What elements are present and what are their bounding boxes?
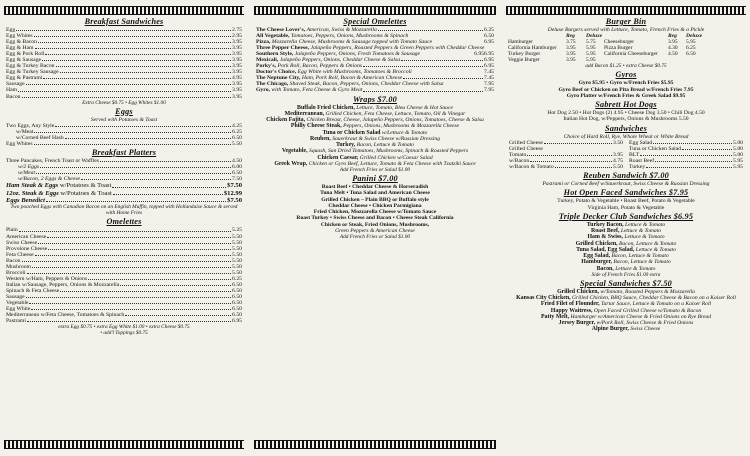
menu-item: Fried Filet of Flounder, Tartar Sauce, Lettuce & Tomato on a Kaiser Roll xyxy=(540,301,712,308)
menu-item: Mexicali, Jalapeño Peppers, Onions, Cheddar Cheese & Salsa 6.95 xyxy=(256,57,494,64)
menu-item: Italian w/Sausage, Peppers, Onions & Mozzarella 6.50 xyxy=(6,281,242,288)
breakfast-platters-header: Breakfast Platters xyxy=(91,148,157,158)
menu-item: Tuna Salad, Egg Salad, Lettuce & Tomato xyxy=(576,246,676,253)
menu-item: All Vegetable, Tomatoes, Peppers, Onions, Mushrooms & Spinach 6.50 xyxy=(256,33,494,40)
menu-item: w/Bacon 4.75 xyxy=(509,157,623,164)
menu-item: Turkey Bacon, Lettuce & Tomato xyxy=(586,221,666,228)
panini-line: Roast Beef • Cheddar Cheese & Horseradish xyxy=(321,184,429,191)
menu-item: Egg Salad, Bacon, Lettuce & Tomato xyxy=(583,253,669,260)
burger-bin-subtitle: Deluxe Burgers served with Lettuce, Tomato, French Fries & a Pickle xyxy=(547,27,705,33)
gyros-line: Gyro Beef or Chicken on Pita Bread w/French Fries 7.95 xyxy=(558,86,694,93)
hot-dogs-line: Hot Dog 2.50 • Hot Dogs (2) 4.95 • Cheese Dog 3.50 • Chili Dog 4.50 xyxy=(547,110,705,117)
burger-bin-header: Burger Bin xyxy=(605,17,647,26)
panini-line: Fried Chicken, Mozzarella Cheese w/Tomato Sauce xyxy=(313,209,437,216)
menu-item: Gyro, with Tomato, Feta Cheese & Gyro Meat 7.95 xyxy=(256,87,494,94)
menu-item: Feta Cheese 5.50 xyxy=(6,251,242,258)
eggs-header: Eggs xyxy=(115,106,133,116)
menu-column-2 xyxy=(250,0,500,456)
greek-key-border xyxy=(254,440,496,449)
menu-item: Vegetable 6.50 xyxy=(6,300,242,307)
omelettes-note: extra Egg $0.75 • extra Egg White $1.00 • extra Cheese $0.75 xyxy=(58,324,190,331)
menu-item: Egg White 6.50 xyxy=(6,306,242,313)
menu-item: Grilled Cheese xyxy=(509,145,543,152)
sandwiches-list xyxy=(502,140,750,170)
menu-item: Egg & Ham 3.95 xyxy=(6,45,242,52)
wraps-note: Add French Fries or Salad $1.00 xyxy=(339,167,411,174)
special-item: Ham Steak & Eggs w/Potatoes & Toast $7.50 xyxy=(6,182,242,190)
panini-line: Green Peppers & American Cheese xyxy=(335,227,415,234)
menu-item: Broccoli 5.50 xyxy=(6,269,242,276)
menu-item: Jersey Burger, w/Pork Roll, Swiss Cheese & Fried Onions xyxy=(558,320,694,327)
menu-item: Pizza, Mozzarella Cheese, Mushrooms & Sausage topped with Tomato Sauce 6.95 xyxy=(256,39,494,46)
menu-item: Three Pancakes, French Toast or Waffles 4.50 xyxy=(6,158,242,165)
menu-item: Egg & Pork Roll 3.95 xyxy=(6,51,242,58)
special-sandwiches-header: Special Sandwiches $7.50 xyxy=(580,278,672,288)
menu-item: Plain 5.25 xyxy=(6,227,242,234)
menu-item: Mediterranean w/Feta Cheese, Tomatoes & Spinach 6.50 xyxy=(6,312,242,319)
menu-column-1 xyxy=(0,0,248,456)
triple-decker-header: Triple Decker Club Sandwiches $6.95 xyxy=(558,211,694,221)
menu-item: Egg 2.75 xyxy=(6,27,242,33)
menu-item: The Neptune City, Ham, Pork Roll, Bacon & American Cheese 7.45 xyxy=(256,75,494,82)
menu-item: Sausage 6.50 xyxy=(6,293,242,300)
menu-item: Doctor's Choice, Egg White with Mushrooms, Tomatoes & Broccoli 7.45 xyxy=(256,69,494,76)
special-omelettes-header: Special Omelettes xyxy=(343,17,407,26)
menu-item: The Cheese Lover's, American, Swiss & Mozzarella 6.25 xyxy=(256,27,494,33)
menu-item: Grilled Chicken, Bacon, Lettuce & Tomato xyxy=(575,240,677,247)
gyros-header: Gyros xyxy=(615,70,637,80)
menu-item: Bacon 3.95 xyxy=(6,93,242,100)
menu-item: Western w/Ham, Peppers & Onions 6.25 xyxy=(6,275,242,282)
panini-line: Chicken or Steak, Fried Onions, Mushrooms, xyxy=(320,221,430,228)
hot-open-faced-header: Hot Open Faced Sandwiches $7.95 xyxy=(563,188,689,198)
breakfast-sandwiches-header: Breakfast Sandwiches xyxy=(84,17,164,26)
menu-item: Buffalo Fried Chicken, Lettuce, Tomato, Bleu Cheese & Hot Sauce xyxy=(297,104,453,111)
menu-item: w/Meat 6.25 xyxy=(16,128,242,135)
eggs-subtitle: Served with Potatoes & Toast xyxy=(90,116,158,123)
menu-item: Mushroom 5.50 xyxy=(6,263,242,270)
hot-dogs-line: Italian Hot Dog, w/Peppers, Onions & Mushrooms 5.50 xyxy=(563,116,689,123)
menu-item: w/Bacon, 2 Eggs & Cheese 7.50 xyxy=(18,176,242,183)
menu-item: Ham & Swiss, Lettuce & Tomato xyxy=(587,234,665,241)
greek-key-border xyxy=(254,6,496,15)
menu-item: Southern Style, Jalapeño Peppers, Onions, Fresh Tomatoes & Sausage 6.95 xyxy=(256,51,485,58)
burger-table: Reg Deluxe Reg Deluxe Hamburger 3.75 5.75 Cheeseburger 3.95 5.95 California Hamburger 3.95 5.95 Pizza Burger 4.30 6.25 Turkey Burger 3.95 5.95 California Cheeseburger 4.50 6.50 Veggie Burger 3.95 5.95 xyxy=(508,33,703,64)
menu-item: Reuben, Sauerkraut & Swiss Cheese w/Russian Dressing xyxy=(310,135,440,142)
menu-item: Egg Whites 2.95 xyxy=(6,33,242,40)
menu-item: Chicken Caesar, Grilled Chicken w/Caesar Salad xyxy=(317,154,433,161)
menu-item: Porky's, Pork Roll, Bacon, Peppers & Onions 6.95 xyxy=(256,63,494,70)
menu-item: Roast Beef, Lettuce & Tomato xyxy=(590,228,662,235)
menu-item: Greek Wrap, Chicken or Gyro Beef, Lettuce, Tomato & Feta Cheese with Tzatziki Sauce xyxy=(274,160,476,167)
reuben-description: Pastrami or Corned Beef w/Sauerkraut, Swiss Cheese & Russian Dressing xyxy=(542,181,710,188)
menu-item: Egg Whites 5.50 xyxy=(6,141,242,147)
menu-item: Two Eggs, Any Style 4.25 xyxy=(6,122,242,129)
menu-item: Kansas City Chicken, Grilled Chicken, BBQ Sauce, Cheddar Cheese & Bacon on a Kaiser Roll xyxy=(516,295,736,302)
sandwiches-subtitle: Choice of Hard Roll, Rye, Whole Wheat or White Bread xyxy=(563,133,689,140)
menu-item: Turkey 5.95 xyxy=(629,164,743,171)
burger-bin-note: add Bacon $1.25 • extra Cheese $0.75 xyxy=(585,63,667,70)
menu-item: Swiss Cheese 5.50 xyxy=(6,239,242,246)
menu-item: Happy Waitress, Open Faced Grilled Cheese w/Tomato & Bacon xyxy=(550,307,702,314)
special-item: Eggs Benedict $7.50 xyxy=(6,197,242,205)
panini-line: Tuna Melt • Tuna Salad and American Cheese xyxy=(320,190,430,197)
menu-item: Ham 3.95 xyxy=(6,87,242,94)
breakfast-sandwiches-note: Extra Cheese $0.75 • Egg Whites $1.00 xyxy=(82,99,166,106)
breakfast-sandwiches-list xyxy=(0,27,248,100)
greek-key-border xyxy=(4,440,244,449)
menu-item: Alpine Burger, Swiss Cheese xyxy=(591,326,661,333)
menu-item: Tuna or Chicken Salad 5.00 xyxy=(629,145,743,152)
menu-item: Grilled Cheese 3.50 xyxy=(509,139,623,146)
menu-item: Mediterranean, Grilled Chicken, Feta Cheese, Lettuce, Tomato, Oil & Vinegar xyxy=(284,110,466,117)
menu-item: Tomato 3.95 xyxy=(509,151,623,158)
menu-item: Egg & Turkey Bacon 3.95 xyxy=(6,63,242,70)
menu-item: Egg & Pastrami 4.95 xyxy=(6,75,242,82)
menu-item: Tuna or Chicken Salad w/Lettuce & Tomato xyxy=(322,129,428,136)
menu-item: Egg & Sausage 3.95 xyxy=(6,57,242,64)
menu-item: Bacon, Lettuce & Tomato xyxy=(596,265,656,272)
panini-header: Panini $7.00 xyxy=(352,174,398,184)
menu-item: American Cheese 5.50 xyxy=(6,233,242,240)
menu-item: Pastrami 6.95 xyxy=(6,318,242,325)
menu-item: Philly Cheese Steak, Peppers, Onions, Mushrooms & Mozzarella Cheese xyxy=(290,123,460,130)
menu-item: Egg & Bacon 3.95 xyxy=(6,39,242,46)
menu-item: Bacon 5.50 xyxy=(6,257,242,264)
menu-item: Turkey, Bacon, Lettuce & Tomato xyxy=(336,142,414,149)
panini-note: Add French Fries or Salad $1.00 xyxy=(339,234,411,241)
eggs-benedict-description: Two poached Eggs with Canadian Bacon on an English Muffin, topped with Hollandaise Sauce & served with Home Fries xyxy=(10,204,238,217)
hot-open-line: Virginia Ham, Potato & Vegetable xyxy=(587,204,665,211)
hot-open-line: Turkey, Potato & Vegetable • Roast Beef, Potato & Vegetable xyxy=(557,198,695,205)
menu-item: Roast Beef 5.95 xyxy=(629,157,743,164)
wraps-header: Wraps $7.00 xyxy=(353,94,397,104)
reuben-header: Reuben Sandwich $7.00 xyxy=(583,171,669,181)
menu-item: Egg Salad 5.00 xyxy=(629,139,743,146)
omelettes-header: Omelettes xyxy=(106,217,142,227)
gyros-line: Gyro Platter w/French Fries & Greek Salad $9.95 xyxy=(566,92,686,99)
special-item: 12oz. Steak & Eggs w/Potatoes & Toast $12.99 xyxy=(6,189,242,197)
greek-key-border xyxy=(506,6,746,15)
greek-key-border xyxy=(4,6,244,15)
triple-decker-note: Side of French Fries $1.00 extra xyxy=(591,271,661,278)
menu-item: Egg & Turkey Sausage 3.95 xyxy=(6,69,242,76)
menu-item: Sausage 3.95 xyxy=(6,81,242,88)
menu-item: Grilled Chicken, w/Tomato, Roasted Peppers & Mozzarella xyxy=(557,288,695,295)
menu-item: Chicken Fajita, Chicken Breast, Cheese, Jalapeño Peppers, Onions, Tomatoes, Cheese & Salsa xyxy=(266,117,484,124)
menu-item: BLT 5.00 xyxy=(629,151,743,158)
menu-item: w/Corned Beef Hash 6.50 xyxy=(16,134,242,141)
menu-column-3 xyxy=(502,0,750,456)
panini-line: Roast Turkey • Swiss Cheese and Bacon • Cheese Steak California xyxy=(296,215,454,222)
menu-item: Hamburger, Bacon, Lettuce & Tomato xyxy=(581,259,671,266)
menu-item: Spinach & Feta Cheese 6.50 xyxy=(6,287,242,294)
menu-item: w/Meat 6.50 xyxy=(18,170,242,177)
gyros-line: Gyro $5.95 • Gyro w/French Fries $5.95 xyxy=(578,80,674,87)
sabrett-hot-dogs-header: Sabrett Hot Dogs xyxy=(595,100,657,110)
menu-item: The Chicago, Shaved Steak, Bacon, Peppers, Onions, Cheddar Cheese with Salsa 7.95 xyxy=(256,81,494,88)
sandwiches-header: Sandwiches xyxy=(604,123,648,133)
menu-item: Vegetable, Squash, Sun Dried Tomatoes, Mushrooms, Spinach & Roasted Peppers xyxy=(281,148,469,155)
panini-line: Grilled Chicken – Plain BBQ or Buffalo style xyxy=(321,196,429,203)
menu-item: Patty Melt, Hamburger w/American Cheese & Fried Onions on Rye Bread xyxy=(540,313,712,320)
menu-item: Provolone Cheese 5.50 xyxy=(6,245,242,252)
menu-item: w/Bacon & Tomato 5.50 xyxy=(509,164,623,171)
omelettes-note-2: • add'l Toppings $0.75 xyxy=(100,330,148,337)
menu-item: Three Pepper Cheese, Jalapeño Peppers, Roasted Peppers & Green Peppers with Cheddar Cheese 6.95 xyxy=(256,45,494,58)
panini-line: Cheddar Cheese • Chicken Parmigiana xyxy=(328,202,422,209)
menu-item: w/2 Eggs 6.00 xyxy=(18,164,242,171)
